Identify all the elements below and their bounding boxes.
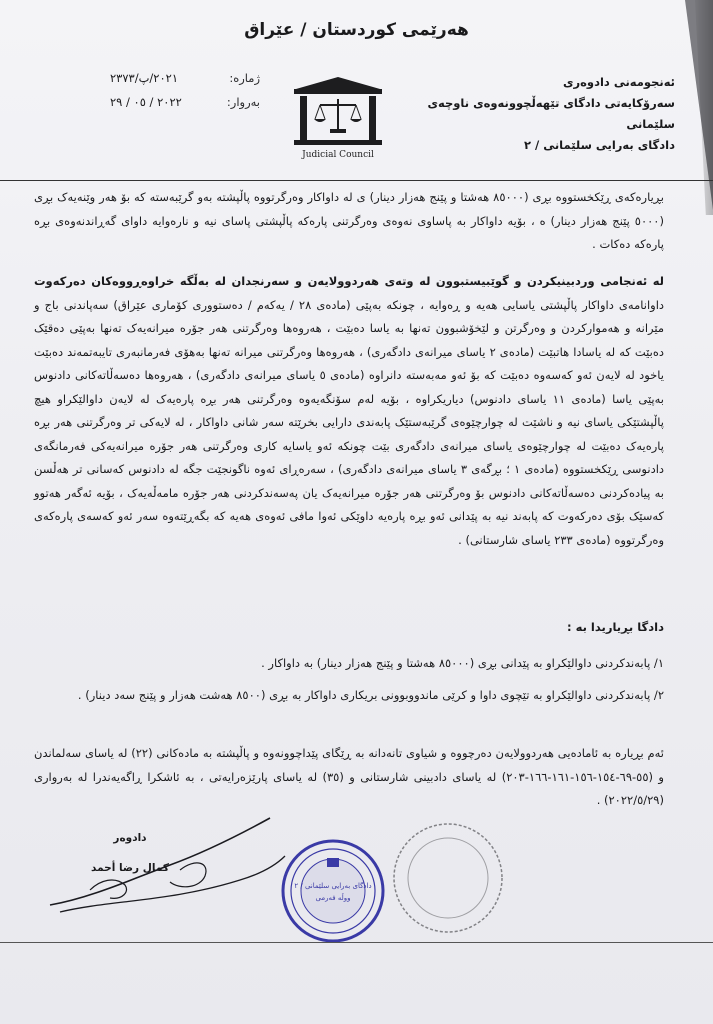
reference-number-value: ٢٠٢١/پ/٢٣٧٣ — [110, 71, 179, 85]
judge-title: دادوەر — [113, 832, 147, 844]
court-line-council: ئەنجومەنی دادوەری — [562, 75, 675, 89]
judicial-council-logo — [288, 70, 388, 160]
stamp-court-name: دادگای بەرایی سلێمانی / ٢ — [294, 882, 372, 890]
judge-signature — [30, 810, 290, 930]
faded-stamp — [388, 818, 508, 938]
reference-date-value: ٢٠٢٢ / ٠٥ / ٢٩ — [110, 95, 182, 109]
header-divider — [0, 180, 713, 181]
judge-name: کمال رضا أحمد — [91, 862, 169, 874]
court-line-presidency: سەرۆکایەتی دادگای تێهەڵچوونەوەی ناوچەی — [427, 96, 675, 110]
decision-item-2: ٢/ پابەندکردنی داوالێکراو بە تێچوی داوا و کرێی ماندووبوونی بریکاری داواکار بە بڕی (٨٥٠٠ هەشت هەزار و پێنج سەد دینار) . — [77, 688, 664, 702]
region-title: هەرێمی کوردستان / عێراق — [244, 20, 469, 40]
paragraph-2 — [34, 270, 664, 552]
reference-number-label: ژمارە: — [229, 71, 260, 85]
stamp-subtitle: ووڵە فەرمی — [315, 894, 351, 902]
paragraph-1 — [34, 186, 664, 257]
court-seal-stamp — [278, 836, 388, 946]
court-line-city: سلێمانی — [626, 117, 675, 131]
paragraph-1-text: بڕیارەکەی ڕێکخستووە بڕی (٨٥٠٠٠ هەشتا و پێنج هەزار دینار) ی لە داواکار وەرگرتووە پاڵپشتە بەو گرێبەستە کە بۆ هەر وێنەیەک بڕی (٥٠٠٠ پێنج هەزار دینار) ە ، بۆیە داواکار بە پاساوی نەوەی وەرگرتنی پارەکە پاڵپشتی پاسای نیە و نارەوایە داوای گەڕاندنەوەی بڕە پارەکە دەکات . — [34, 190, 665, 251]
logo-caption: Judicial Council — [302, 150, 374, 160]
paragraph-2-text: داوانامەی داواکار پاڵپشتی یاسایی هەیە و ڕەوایە ، چونکە بەپێی (مادەی ٢٨ / یەکەم / دەستووری کۆماری عێراق) سەپاندنی باج و مێرانە و هەمواركردن و وەرگرتن و لێخۆشبوون تەنها بە یاسا دەبێت ، هەروەها وەرگرتنی هەر جۆرە میرانەیەک تەنها بەپێی دەقێک دەبێت کە لە یاسادا هاتبێت (مادەی ٢ یاسای میرانەی دادگەری) ، هەروەها وەرگرتنی میرانە تەنها بەهۆی فەرمانبەری تایبەتمەند دەبێت یاخود لە لایەن ئەو کەسەوە دەبێت کە بۆ ئەو مەبەستە دانراوە (مادەی ٥ یاسای میرانەی دادگەری) ، هەروەها دەسەڵاتەکانی دادنوس بەپێی یاسا (مادەی ١١ یاسای دادنوس) دیاریکراوە ، بۆیە لەم سۆنگەیەوە وەرگرتنی هەر بڕە پارەیەک لە لایەن داوالێکراو هیچ پاڵپشتێکی یاسای نیە و ناشێت لە چوارچێوەی گرێبەستێک پابەندی دارایی بخرێتە سەر شانی داواکار ، لە لایەکی تر وەرگرتنی هەر بڕە پارەیەک دەبێت لە چوارچێوەی یاسای میرانەی دادگەری بێت چونکە ئەو یاسایە کاری وەرگرتنی هەر جۆرە میرانەیەکی فەرمانگەی دادنوسی ڕێکخستووە (مادەی ١ ؛ بڕگەی ٣ یاسای میرانەی دادگەری) ، سەرەڕای ئەوە ناگونجێت جگە لە دادنوس کەسانی تر هەڵسن بە پیادەکردنی دەسەڵاتەکانی دادنوس بۆ وەرگرتنی هەر جۆرە میرانەیەک یان پەسەندکردنی هەر جۆرە مامەڵەیەک ، بۆیە ئەگەر هەتوو کەسێک بۆی دەرکەوت کە پابەند نیە بە پێدانی ئەو بڕە پارەیە داوێکی ئەوا مافی ئەوەی هەیە کە بگەڕێتەوە سەر ئەو کەسەی پارەکەی وەرگرتووە (مادەی ٢٣٣ یاسای شارستانی) . — [34, 297, 665, 547]
footer-divider — [0, 942, 713, 943]
decision-item-1: ١/ پابەندکردنی داوالێکراو بە پێدانی بڕی (٨٥٠٠٠ هەشتا و پێنج هەزار دینار) بە داواکار . — [261, 656, 664, 670]
court-line-court: دادگای بەرایی سلێمانی / ٢ — [523, 138, 675, 152]
reference-date-label: بەروار: — [226, 95, 260, 109]
closing-paragraph: ئەم بڕیارە بە ئامادەیی هەردوولایەن دەرچووە و شیاوی تانەدانە بە ڕێگای پێداچوونەوە و پاڵپشتە بە مادەکانی (٢٢) لە یاسای سەلماندن و (٥٥-٦٩-١٥٤-١٥٦-١٦١-١٦٦-٢٠٣) لە یاسای دادبینی شارستانی و (٣٥) لە یاسای پارێزەرایەتی ، بە ئاشکرا ڕاگەیەندرا لە بەرواری (٢٠٢٢/٥/٢٩) . — [34, 746, 664, 807]
reference-block — [110, 66, 260, 114]
court-block — [427, 72, 675, 156]
decision-heading: دادگا بڕیاریدا بە : — [567, 620, 664, 634]
paragraph-2-lead: لە ئەنجامی وردبینیکردن و گوێبیستبوون لە وتەی هەردوولایەن و سەرنجدان لە بەڵگە خراوەڕووەکان دەرکەوت — [34, 274, 664, 288]
